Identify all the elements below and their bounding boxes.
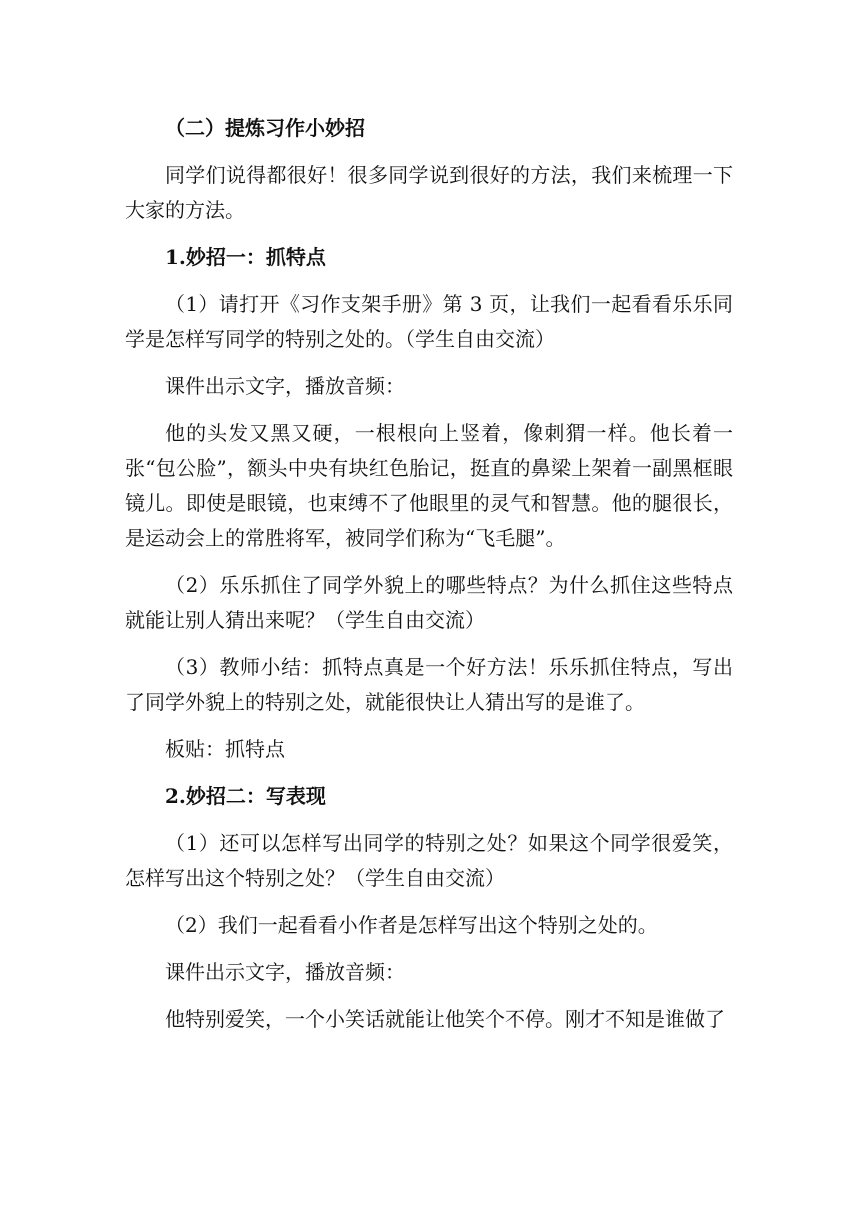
paragraph-spacer [125,767,733,779]
document-body [125,111,733,1037]
paragraph-spacer [125,275,733,287]
intro-paragraph: 同学们说得都很好！很多同学说到很好的方法，我们来梳理一下大家的方法。 [125,163,733,222]
paragraph-spacer [125,556,733,568]
tip-one-step-three: （3）教师小结：抓特点真是一个好方法！乐乐抓住特点，写出了同学外貌上的特别之处，就能很快让人猜出写的是谁了。 [125,655,733,714]
paragraph-spacer [125,814,733,826]
paragraph-spacer [125,720,733,732]
paragraph-spacer [125,638,733,650]
sample-text-laugh: 他特别爱笑，一个小笑话就能让他笑个不停。刚才不知是谁做了 [165,1007,725,1031]
paragraph-spacer [125,228,733,240]
paragraph-spacer [125,990,733,1002]
paragraph-spacer [125,896,733,908]
sample-text-appearance: 他的头发又黑又硬，一根根向上竖着，像刺猬一样。他长着一张“包公脸”，额头中央有块红色胎记，挺直的鼻梁上架着一副黑框眼镜儿。即使是眼镜，也束缚不了他眼里的灵气和智慧。他的腿很长，是运动会上的常胜将军，被同学们称为“飞毛腿”。 [125,421,733,550]
paragraph-spacer [125,943,733,955]
courseware-note: 课件出示文字，播放音频： [165,374,405,398]
tip-two-step-two: （2）我们一起看看小作者是怎样写出这个特别之处的。 [165,913,658,937]
paragraph-spacer [125,146,733,158]
board-note: 板贴：抓特点 [165,737,285,761]
paragraph-spacer [125,404,733,416]
tip-two-step-one: （1）还可以怎样写出同学的特别之处？如果这个同学很爱笑，怎样写出这个特别之处？（学生自由交流） [125,831,733,890]
tip-one-step-two: （2）乐乐抓住了同学外貌上的哪些特点？为什么抓住这些特点就能让别人猜出来呢？（学生自由交流） [125,573,733,632]
tip-one-heading: 1.妙招一：抓特点 [165,245,326,269]
courseware-note-two: 课件出示文字，播放音频： [165,960,405,984]
section-heading: （二）提炼习作小妙招 [165,116,365,140]
paragraph-spacer [125,357,733,369]
tip-two-heading: 2.妙招二：写表现 [165,784,326,808]
tip-one-step-one: （1）请打开《习作支架手册》第 3 页，让我们一起看看乐乐同学是怎样写同学的特别之处的。（学生自由交流） [125,292,733,351]
